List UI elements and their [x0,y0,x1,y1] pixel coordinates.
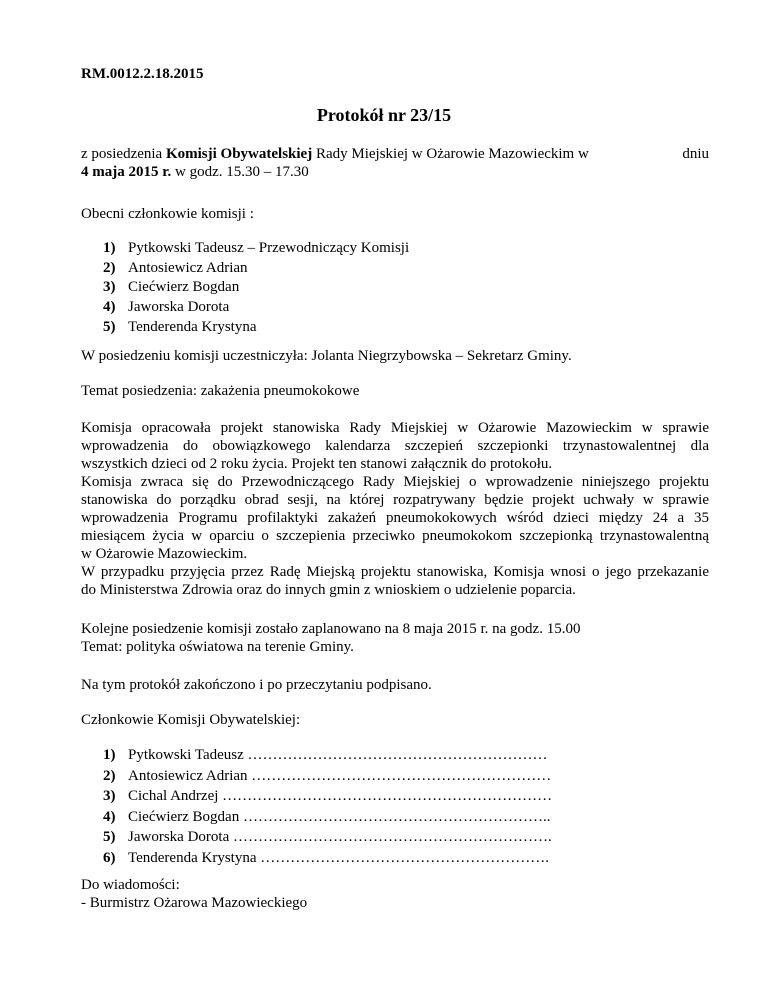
next-meeting-info [81,620,709,656]
body-line: wprowadzenia do obowiązkowego kalendarza szczepień szczepionki trzynastowalentnej dla [81,438,709,454]
meeting-date: 4 maja 2015 r. [81,164,172,180]
guest-attendance: W posiedzeniu komisji uczestniczyła: Jolanta Niegrzybowska – Sekretarz Gminy. [81,348,572,364]
signature-line [81,808,709,829]
body-line: W przypadku przyjęcia przez Radę Miejską projektu stanowiska, Komisja wnosi o jego przekazanie [81,564,709,580]
signature-name: Tenderenda Krystyna …………………………………………………. [128,849,549,866]
intro-end: dniu [682,146,709,162]
list-item-number: 1) [103,240,116,256]
body-line: stanowiska do porządku obrad sesji, na której rozpatrywany będzie projekt uchwały w sprawie [81,492,709,508]
signature-line [81,828,709,849]
attendance-label: Obecni członkowie komisji : [81,206,254,222]
body-paragraph [81,419,709,599]
document-reference-number: RM.0012.2.18.2015 [81,66,204,82]
signature-number: 3) [103,788,116,804]
intro-line-2 [81,163,709,181]
body-line: do Ministerstwa Zdrowia oraz do innych gmin z wnioskiem o udzielenie poparcia. [81,582,576,598]
body-line: w Ożarowie Mazowieckim. [81,546,248,562]
distribution-recipient: - Burmistrz Ożarowa Mazowieckiego [81,895,308,911]
closing-statement: Na tym protokół zakończono i po przeczytaniu podpisano. [81,677,432,693]
list-item [81,239,409,259]
signature-number: 2) [103,767,116,784]
body-line: wszystkich dzieci od 2 roku życia. Projekt ten stanowi załącznik do protokołu. [81,456,553,472]
signature-number: 5) [103,829,116,845]
body-line: Komisja opracowała projekt stanowiska Rady Miejskiej w Ożarowie Mazowieckim w sprawie [81,420,709,436]
signature-name: Ciećwierz Bogdan …………………………………………………….. [128,808,551,825]
committee-name: Komisji Obywatelskiej [165,146,313,162]
signature-name: Jaworska Dorota ………………………………………………………. [128,829,552,845]
next-meeting-date: Kolejne posiedzenie komisji zostało zaplanowano na 8 maja 2015 r. na godz. 15.00 [81,621,581,637]
list-item [81,318,409,338]
signature-line [81,767,709,788]
list-item-number: 4) [103,299,116,316]
signature-name: Pytkowski Tadeusz …………………………………………………… [128,747,548,763]
next-meeting-topic: Temat: polityka oświatowa na terenie Gminy. [81,639,354,655]
intro-line-1 [81,145,709,163]
signature-name: Cichal Andrzej ………………………………………………………… [128,788,553,804]
signatures-list [81,746,709,869]
signature-number: 4) [103,808,116,825]
distribution-label: Do wiadomości: [81,877,180,893]
list-item-name: Ciećwierz Bogdan [128,279,240,296]
attendance-list [81,239,409,337]
meeting-topic: Temat posiedzenia: zakażenia pneumokokowe [81,383,360,399]
signature-number: 6) [103,849,116,866]
list-item-name: Jaworska Dorota [128,299,230,316]
signature-line [81,746,709,767]
intro-line-1-main [81,145,589,163]
signatures-label: Członkowie Komisji Obywatelskiej: [81,712,301,728]
body-line: Komisja zwraca się do Przewodniczącego Rady Miejskiej o wprowadzenie niniejszego projektu [81,474,709,490]
list-item-name: Tenderenda Krystyna [128,318,257,335]
body-line: miesiącem życia w oparciu o szczepienia przeciwko pneumokokom szczepionką trzynastowalentną [81,528,709,544]
meeting-time: w godz. 15.30 – 17.30 [175,164,309,180]
list-item [81,278,409,298]
intro-paragraph [81,145,709,181]
body-line: wprowadzenia Programu profilaktyki zakażeń pneumokokowych wśród dzieci między 24 a 35 [81,510,709,526]
list-item-name: Pytkowski Tadeusz – Przewodniczący Komisji [128,240,410,256]
page-title: Protokół nr 23/15 [316,105,452,125]
signature-line [81,849,709,870]
intro-mid: Rady Miejskiej w Ożarowie Mazowieckim w [315,146,589,162]
list-item-number: 5) [103,318,116,335]
signature-number: 1) [103,747,116,763]
list-item [81,298,409,318]
list-item [81,259,409,279]
intro-prefix: z posiedzenia [81,146,163,162]
list-item-number: 3) [103,279,116,296]
signature-name: Antosiewicz Adrian …………………………………………………… [128,767,552,784]
list-item-number: 2) [103,259,116,276]
distribution-block [81,876,709,912]
signature-line [81,787,709,808]
list-item-name: Antosiewicz Adrian [128,259,248,276]
